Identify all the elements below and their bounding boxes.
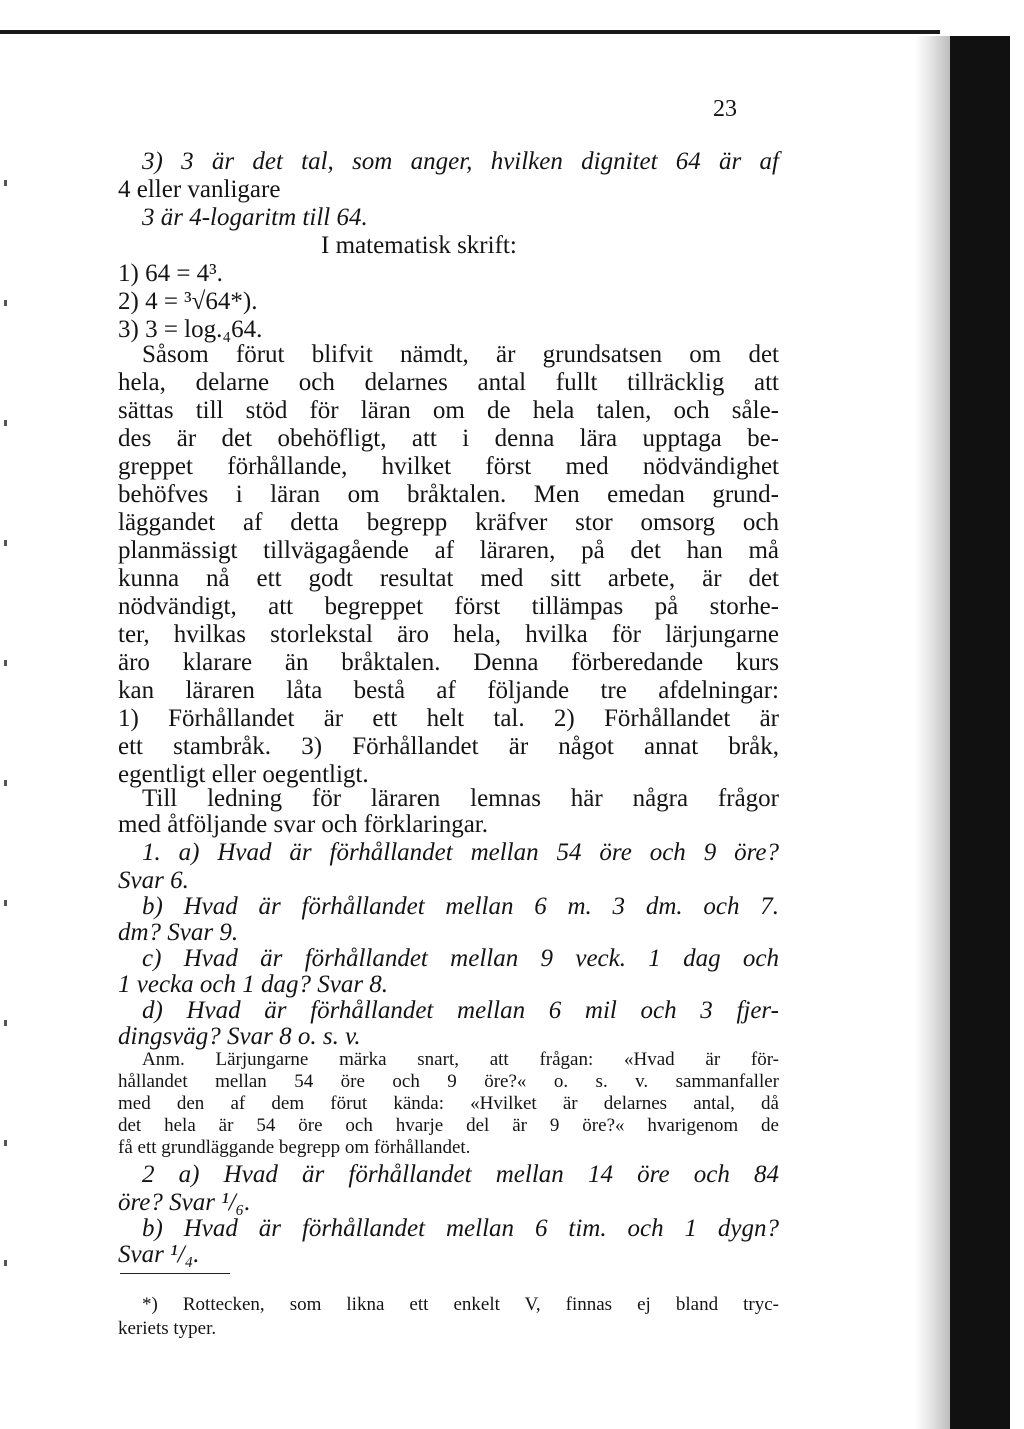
text-line: 1) Förhållandet är ett helt tal. 2) Förhållandet är	[118, 705, 779, 732]
text-line: öre? Svar ¹/₆.	[118, 1189, 251, 1216]
text-line: 4 eller vanligare	[118, 176, 281, 203]
text-line: hållandet mellan 54 öre och 9 öre?« o. s. v. sammanfaller	[118, 1071, 779, 1092]
text-line: kunna nå ett godt resultat med sitt arbete, är det	[118, 565, 779, 592]
footnote-rule	[120, 1273, 230, 1274]
text-line: äro klarare än bråktalen. Denna förberedande kurs	[118, 649, 779, 676]
left-scan-specks	[4, 140, 7, 1380]
text-line: ter, hvilkas storlekstal äro hela, hvilka för lärjungarne	[118, 621, 779, 648]
text-line: ett stambråk. 3) Förhållandet är något annat bråk,	[118, 733, 779, 760]
text-line: det hela är 54 öre och hvarje del är 9 öre?« hvarigenom de	[118, 1115, 779, 1136]
text-line: *) Rottecken, som likna ett enkelt V, finnas ej bland tryc-	[142, 1294, 779, 1315]
text-line: 1 vecka och 1 dag? Svar 8.	[118, 971, 389, 998]
text-line: läggandet af detta begrepp kräfver stor omsorg och	[118, 509, 779, 536]
page-number: 23	[713, 96, 737, 122]
text-line: b) Hvad är förhållandet mellan 6 m. 3 dm. och 7.	[142, 893, 779, 920]
text-line: 3 är 4-logaritm till 64.	[142, 204, 368, 231]
text-line: b) Hvad är förhållandet mellan 6 tim. och 1 dygn?	[142, 1215, 779, 1242]
text-line: hela, delarne och delarnes antal fullt tillräcklig att	[118, 369, 779, 396]
text-line: Anm. Lärjungarne märka snart, att frågan: «Hvad är för-	[142, 1049, 779, 1070]
text-line: få ett grundläggande begrepp om förhållandet.	[118, 1137, 471, 1158]
text-line: I matematisk skrift:	[321, 232, 517, 259]
text-line: greppet förhållande, hvilket först med nödvändighet	[118, 453, 779, 480]
text-line: d) Hvad är förhållandet mellan 6 mil och 3 fjer-	[142, 997, 779, 1024]
text-line: egentligt eller oegentligt.	[118, 761, 369, 788]
text-line: Såsom förut blifvit nämdt, är grundsatsen om det	[142, 341, 779, 368]
text-line: dm? Svar 9.	[118, 919, 239, 946]
top-scan-border	[0, 30, 940, 34]
text-line: 1. a) Hvad är förhållandet mellan 54 öre och 9 öre?	[142, 839, 779, 866]
text-line: Svar 6.	[118, 867, 189, 894]
page-gutter-shadow	[915, 36, 950, 1429]
text-line: planmässigt tillvägagående af läraren, på det han må	[118, 537, 779, 564]
text-line: behöfves i läran om bråktalen. Men emedan grund-	[118, 481, 779, 508]
text-line: keriets typer.	[118, 1318, 217, 1339]
text-line: 2) 4 = ³√64*).	[118, 288, 258, 315]
text-line: nödvändigt, att begreppet först tillämpas på storhe-	[118, 593, 779, 620]
scan-dark-edge	[950, 36, 1010, 1429]
text-line: kan läraren låta bestå af följande tre afdelningar:	[118, 677, 779, 704]
text-line: des är det obehöfligt, att i denna lära upptaga be-	[118, 425, 779, 452]
text-line: 2 a) Hvad är förhållandet mellan 14 öre och 84	[142, 1161, 779, 1188]
text-line: sättas till stöd för läran om de hela talen, och såle-	[118, 397, 779, 424]
text-line: dingsväg? Svar 8 o. s. v.	[118, 1023, 361, 1050]
text-line: 3) 3 = log.₄64.	[118, 316, 263, 343]
text-line: 1) 64 = 4³.	[118, 260, 223, 287]
text-line: 3) 3 är det tal, som anger, hvilken dignitet 64 är af	[142, 148, 779, 175]
text-line: Till ledning för läraren lemnas här några frågor	[142, 785, 779, 812]
text-line: c) Hvad är förhållandet mellan 9 veck. 1 dag och	[142, 945, 779, 972]
text-line: med åtföljande svar och förklaringar.	[118, 811, 488, 838]
text-line: med den af dem förut kända: «Hvilket är delarnes antal, då	[118, 1093, 779, 1114]
text-line: Svar ¹/₄.	[118, 1241, 200, 1268]
